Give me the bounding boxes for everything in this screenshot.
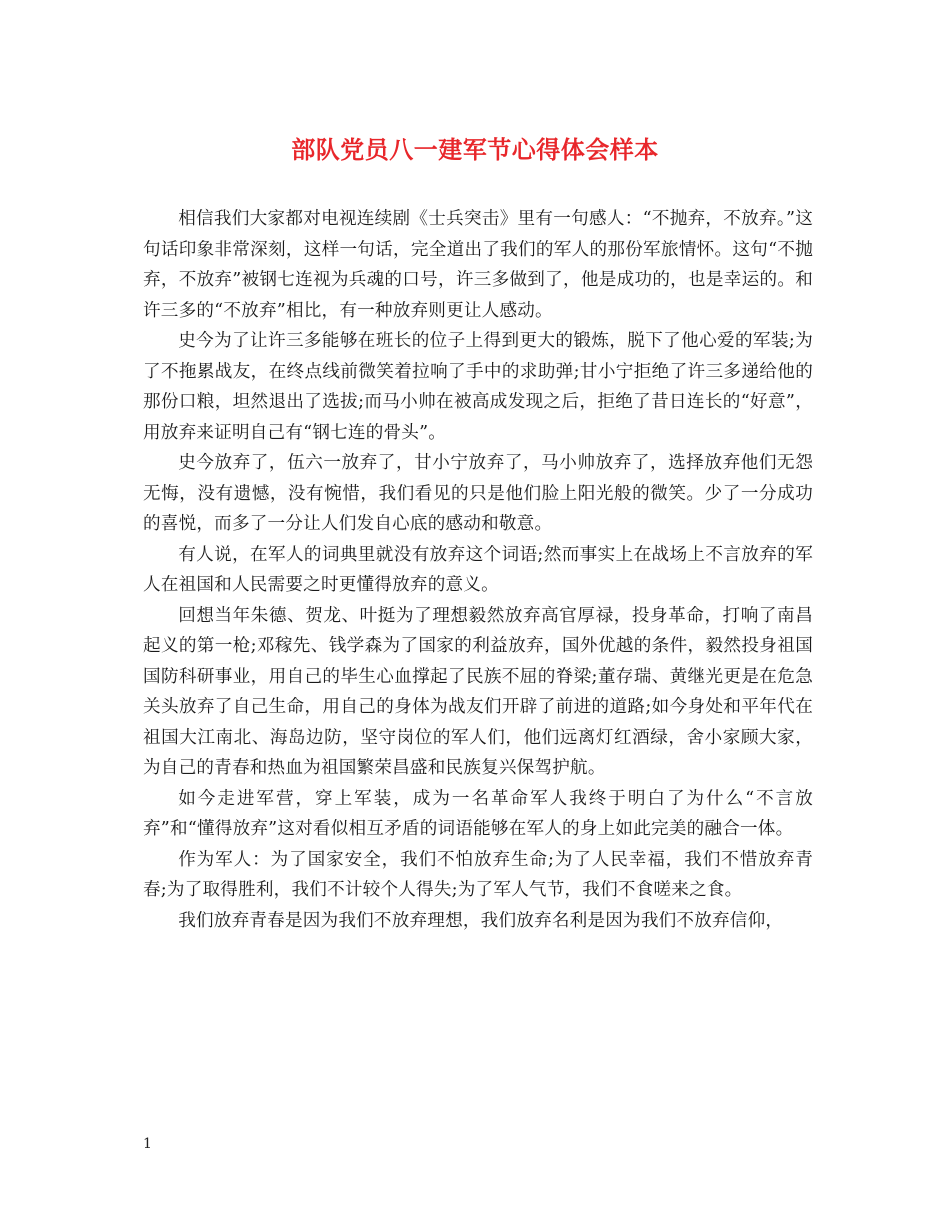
paragraph: 如今走进军营，穿上军装，成为一名革命军人我终于明白了为什么“不言放弃”和“懂得放弃”这对看似相互矛盾的词语能够在军人的身上如此完美的融合一体。 xyxy=(143,788,813,839)
page-number: 1 xyxy=(143,1136,152,1152)
paragraph: 我们放弃青春是因为我们不放弃理想，我们放弃名利是因为我们不放弃信仰， xyxy=(178,910,784,931)
paragraph: 回想当年朱德、贺龙、叶挺为了理想毅然放弃高官厚禄，投身革命，打响了南昌起义的第一枪;邓稼先、钱学森为了国家的利益放弃，国外优越的条件，毅然投身祖国国防科研事业，用自己的毕生心血撑起了民族不屈的脊梁;董存瑞、黄继光更是在危急关头放弃了自己生命，用自己的身体为战友们开辟了前进的道路;如今身处和平年代在祖国大江南北、海岛边防，坚守岗位的军人们，他们远离灯红酒绿，舍小家顾大家，为自己的青春和热血为祖国繁荣昌盛和民族复兴保驾护航。 xyxy=(143,605,813,778)
paragraph: 有人说，在军人的词典里就没有放弃这个词语;然而事实上在战场上不言放弃的军人在祖国和人民需要之时更懂得放弃的意义。 xyxy=(143,544,813,595)
paragraph: 相信我们大家都对电视连续剧《士兵突击》里有一句感人：“不抛弃，不放弃。”这句话印象非常深刻，这样一句话，完全道出了我们的军人的那份军旅情怀。这句“不抛弃，不放弃”被钢七连视为兵魂的口号，许三多做到了，他是成功的，也是幸运的。和许三多的“不放弃”相比，有一种放弃则更让人感动。 xyxy=(143,209,813,321)
paragraph: 作为军人：为了国家安全，我们不怕放弃生命;为了人民幸福，我们不惜放弃青春;为了取得胜利，我们不计较个人得失;为了军人气节，我们不食嗟来之食。 xyxy=(143,849,813,900)
document-title: 部队党员八一建军节心得体会样本 xyxy=(291,135,659,164)
paragraph: 史今放弃了，伍六一放弃了，甘小宁放弃了，马小帅放弃了，选择放弃他们无怨无悔，没有遗憾，没有惋惜，我们看见的只是他们脸上阳光般的微笑。少了一分成功的喜悦，而多了一分让人们发自心底的感动和敬意。 xyxy=(143,453,813,534)
paragraph: 史今为了让许三多能够在班长的位子上得到更大的锻炼，脱下了他心爱的军装;为了不拖累战友，在终点线前微笑着拉响了手中的求助弹;甘小宁拒绝了许三多递给他的那份口粮，坦然退出了选拔;而马小帅在被高成发现之后，拒绝了昔日连长的“好意”，用放弃来证明自己有“钢七连的骨头”。 xyxy=(143,331,813,443)
document-body xyxy=(143,204,813,936)
